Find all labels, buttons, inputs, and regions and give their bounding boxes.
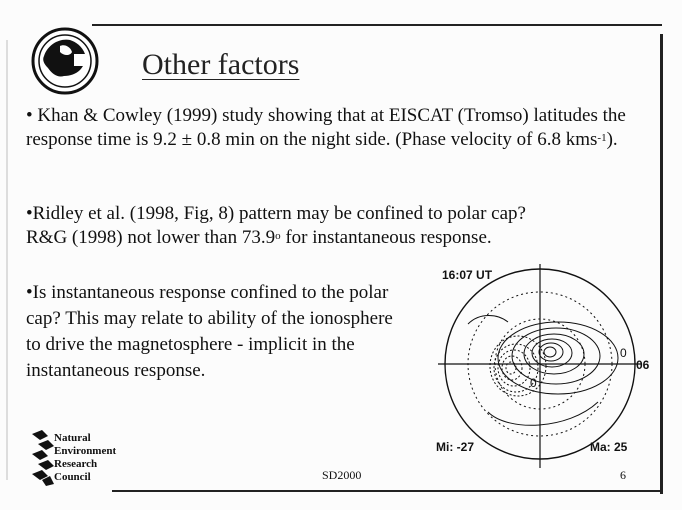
plot-dusk-cell	[490, 336, 546, 396]
bullet-ridley-line2	[26, 226, 656, 250]
frame-bottom-line	[112, 490, 660, 492]
plot-zero-label: 0	[530, 376, 537, 390]
frame-left-shadow	[6, 40, 8, 480]
bullet-ridley	[26, 202, 656, 250]
plot-min-label: Mi: -27	[436, 440, 475, 454]
frame-top-line	[92, 24, 662, 26]
plot-upper-contour	[468, 316, 508, 325]
bullet-ridley-line2-end: for instantaneous response.	[280, 227, 492, 248]
bullet-khan-cowley-end: ).	[606, 129, 618, 150]
nerc-text-research: Research	[54, 458, 98, 470]
plot-right-label: 06	[636, 358, 650, 372]
bullet-instantaneous-response: •Is instantaneous response confined to the polar cap? This may relate to ability of the ionosphere to drive the magnetosphere - implicit in the instantaneous response.	[26, 282, 393, 381]
bullet-khan-cowley	[26, 104, 656, 152]
nerc-text-natural: Natural	[54, 432, 91, 444]
plot-max-label: Ma: 25	[590, 440, 628, 454]
plot-lower-contour	[488, 402, 598, 425]
bullet-khan-cowley-superscript: -1	[597, 132, 607, 144]
bullet-ridley-line2-text: R&G (1998) not lower than 73.9	[26, 227, 276, 248]
bullet-ridley-line1: •Ridley et al. (1998, Fig, 8) pattern may be confined to polar cap?	[26, 203, 526, 224]
plot-zero-label: 0	[620, 346, 627, 360]
nerc-text-council: Council	[54, 471, 91, 483]
bullet-ridley-degree: o	[275, 230, 281, 242]
slide-title: Other factors	[142, 48, 300, 81]
plot-time-label: 16:07 UT	[442, 268, 493, 282]
antarctic-logo-icon	[30, 26, 100, 96]
frame-right-line	[660, 34, 663, 494]
nerc-text-environment: Environment	[54, 445, 117, 457]
footer-page-number: 6	[620, 468, 626, 482]
bullet-khan-cowley-text: • Khan & Cowley (1999) study showing that at EISCAT (Tromso) latitudes the response time is 9.2 ± 0.8 min on the night side. (Phase velocity of 6.8 kms	[26, 105, 626, 150]
plot-dawn-cell	[498, 322, 618, 394]
footer-conference: SD2000	[322, 468, 362, 482]
